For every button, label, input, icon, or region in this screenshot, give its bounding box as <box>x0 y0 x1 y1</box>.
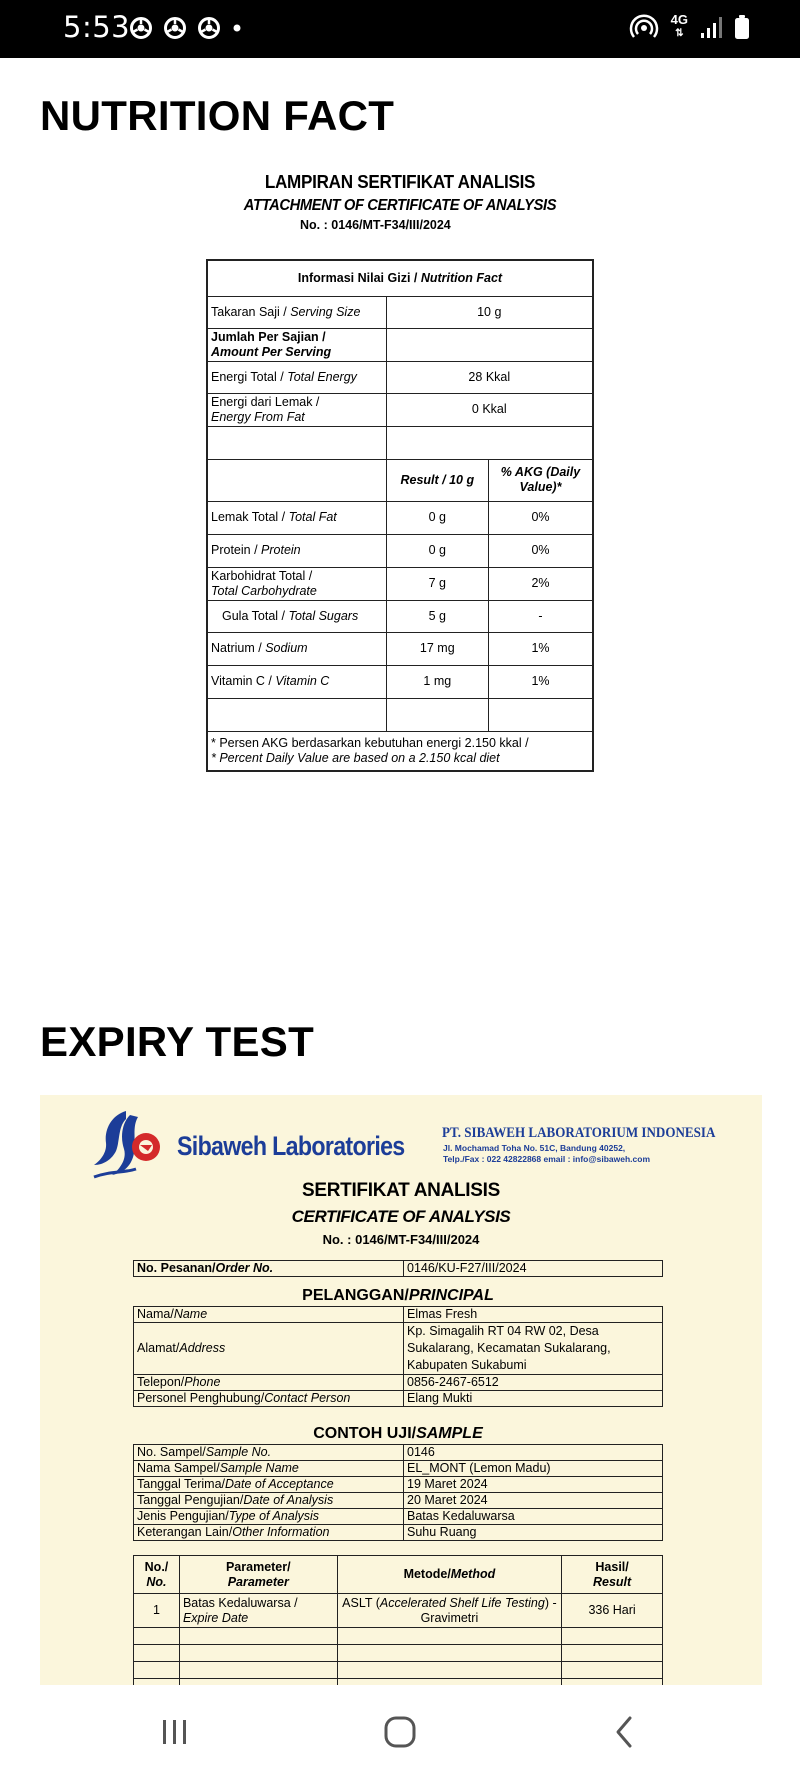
nutrition-heading: NUTRITION FACT <box>40 92 395 139</box>
nutrition-doc-subtitle: ATTACHMENT OF CERTIFICATE OF ANALYSIS <box>243 197 557 214</box>
table-row <box>134 1375 663 1391</box>
row-label: Alamat/Address <box>134 1323 404 1375</box>
row-label: Lemak Total / Total Fat <box>207 501 386 534</box>
table-row <box>134 1679 663 1686</box>
home-button[interactable] <box>375 1710 425 1754</box>
nutrition-footnote: * Persen AKG berdasarkan kebutuhan energi 2.150 kkal / * Percent Daily Value are based on a 2.150 kcal diet <box>207 731 593 771</box>
order-value: 0146/KU-F27/III/2024 <box>404 1261 663 1277</box>
akg-cell: - <box>489 600 593 632</box>
table-row <box>134 1261 663 1277</box>
principal-table <box>133 1306 663 1407</box>
column-header-akg: % AKG (Daily Value)* <box>489 459 593 501</box>
table-row <box>134 1525 663 1541</box>
table-row <box>207 600 593 632</box>
table-row <box>134 1445 663 1461</box>
recent-apps-icon <box>160 1717 190 1747</box>
row-label: Nama/Name <box>134 1307 404 1323</box>
table-row <box>207 361 593 393</box>
sibaweh-logo <box>90 1107 166 1181</box>
row-value: Elang Mukti <box>404 1391 663 1407</box>
sample-table <box>133 1444 663 1541</box>
row-label: Personel Penghubung/Contact Person <box>134 1391 404 1407</box>
table-row <box>207 534 593 567</box>
serving-size-value: 10 g <box>386 296 593 328</box>
table-row <box>207 296 593 328</box>
row-value: Suhu Ruang <box>404 1525 663 1541</box>
company-address: Jl. Mochamad Toha No. 51C, Bandung 40252, <box>443 1143 626 1153</box>
certificate-document <box>40 1095 762 1685</box>
row-label: Vitamin C / Vitamin C <box>207 665 386 698</box>
status-time: 5:53 <box>63 10 131 44</box>
order-table <box>133 1260 663 1277</box>
row-label: Jumlah Per Sajian / Amount Per Serving <box>207 328 386 361</box>
result-cell: 17 mg <box>386 632 488 665</box>
back-icon <box>612 1715 638 1749</box>
table-row <box>134 1391 663 1407</box>
column-header-method: Metode/Method <box>337 1556 562 1594</box>
company-name: PT. SIBAWEH LABORATORIUM INDONESIA <box>442 1125 716 1141</box>
result-cell: 1 mg <box>386 665 488 698</box>
row-label: Nama Sampel/Sample Name <box>134 1461 404 1477</box>
result-cell: 7 g <box>386 567 488 600</box>
chrome-icon <box>198 17 220 39</box>
row-label: Keterangan Lain/Other Information <box>134 1525 404 1541</box>
recent-apps-button[interactable] <box>150 1710 200 1754</box>
column-header-parameter: Parameter/ Parameter <box>179 1556 337 1594</box>
column-header-result: Result / 10 g <box>386 459 488 501</box>
table-row <box>134 1662 663 1679</box>
result-no: 1 <box>134 1594 180 1628</box>
table-row <box>207 260 593 296</box>
table-row <box>134 1628 663 1645</box>
results-table <box>133 1555 663 1685</box>
table-row <box>134 1509 663 1525</box>
dot-icon <box>232 23 242 33</box>
row-value: 19 Maret 2024 <box>404 1477 663 1493</box>
row-value: 0146 <box>404 1445 663 1461</box>
row-label: Tanggal Pengujian/Date of Analysis <box>134 1493 404 1509</box>
akg-cell: 1% <box>489 665 593 698</box>
row-value: Batas Kedaluwarsa <box>404 1509 663 1525</box>
row-label: Takaran Saji / Serving Size <box>207 296 386 328</box>
notification-icons <box>130 17 242 39</box>
row-value: 20 Maret 2024 <box>404 1493 663 1509</box>
nutrition-doc-number: No. : 0146/MT-F34/III/2024 <box>300 218 451 232</box>
row-label: Karbohidrat Total / Total Carbohydrate <box>207 567 386 600</box>
row-label: Tanggal Terima/Date of Acceptance <box>134 1477 404 1493</box>
table-row <box>207 393 593 426</box>
principal-heading: PELANGGAN/PRINCIPAL <box>302 1287 494 1304</box>
company-contact: Telp./Fax : 022 42822868 email : info@sibaweh.com <box>443 1154 651 1164</box>
row-label: Energi dari Lemak / Energy From Fat <box>207 393 386 426</box>
system-icons <box>629 14 750 40</box>
nutrition-table-title: Informasi Nilai Gizi / Nutrition Fact <box>207 260 593 296</box>
row-value: 0856-2467-6512 <box>404 1375 663 1391</box>
table-row <box>134 1477 663 1493</box>
chrome-icon <box>130 17 152 39</box>
total-energy-value: 28 Kkal <box>386 361 593 393</box>
table-row <box>207 698 593 731</box>
row-value: Kp. Simagalih RT 04 RW 02, Desa Sukalarang, Kecamatan Sukalarang, Kabupaten Sukabumi <box>404 1323 663 1375</box>
table-row <box>207 567 593 600</box>
home-icon <box>383 1715 417 1749</box>
table-row <box>207 501 593 534</box>
signal-icon <box>700 15 722 39</box>
row-label: Protein / Protein <box>207 534 386 567</box>
sample-heading: CONTOH UJI/SAMPLE <box>313 1425 483 1442</box>
nutrition-document-header <box>205 172 595 232</box>
network-type: 4G ⇅ <box>670 12 688 39</box>
certificate-number: No. : 0146/MT-F34/III/2024 <box>322 1232 480 1247</box>
table-row <box>134 1307 663 1323</box>
status-bar <box>0 0 800 58</box>
table-row <box>134 1323 663 1375</box>
table-row <box>134 1461 663 1477</box>
navigation-bar <box>0 1686 800 1778</box>
row-label: Telepon/Phone <box>134 1375 404 1391</box>
result-method: ASLT (Accelerated Shelf Life Testing) - Gravimetri <box>337 1594 562 1628</box>
akg-cell: 1% <box>489 632 593 665</box>
akg-cell: 2% <box>489 567 593 600</box>
table-row <box>207 328 593 361</box>
akg-cell: 0% <box>489 501 593 534</box>
order-label: No. Pesanan/Order No. <box>134 1261 404 1277</box>
table-row <box>207 731 593 771</box>
nutrition-doc-title: LAMPIRAN SERTIFIKAT ANALISIS <box>264 172 536 192</box>
column-header-result: Hasil/ Result <box>562 1556 663 1594</box>
result-cell: 0 g <box>386 534 488 567</box>
table-row <box>207 632 593 665</box>
certificate-subtitle: CERTIFICATE OF ANALYSIS <box>291 1207 511 1226</box>
row-label: Natrium / Sodium <box>207 632 386 665</box>
lab-name: Sibaweh Laboratories <box>177 1131 405 1161</box>
table-row <box>207 665 593 698</box>
result-value: 336 Hari <box>562 1594 663 1628</box>
akg-cell: 0% <box>489 534 593 567</box>
result-cell: 5 g <box>386 600 488 632</box>
column-header-no: No./ No. <box>134 1556 180 1594</box>
result-cell: 0 g <box>386 501 488 534</box>
energy-from-fat-value: 0 Kkal <box>386 393 593 426</box>
row-label: Energi Total / Total Energy <box>207 361 386 393</box>
certificate-title: SERTIFIKAT ANALISIS <box>301 1180 501 1201</box>
result-parameter: Batas Kedaluwarsa / Expire Date <box>179 1594 337 1628</box>
row-label: Jenis Pengujian/Type of Analysis <box>134 1509 404 1525</box>
table-row <box>134 1594 663 1628</box>
table-row <box>207 426 593 459</box>
nutrition-table <box>206 259 594 772</box>
table-row <box>134 1556 663 1594</box>
hotspot-icon <box>629 14 659 40</box>
expiry-heading: EXPIRY TEST <box>40 1018 315 1065</box>
table-row <box>134 1645 663 1662</box>
row-label: No. Sampel/Sample No. <box>134 1445 404 1461</box>
row-label: Gula Total / Total Sugars <box>207 600 386 632</box>
row-value: EL_MONT (Lemon Madu) <box>404 1461 663 1477</box>
battery-icon <box>734 14 750 40</box>
table-row <box>134 1493 663 1509</box>
row-value: Elmas Fresh <box>404 1307 663 1323</box>
back-button[interactable] <box>600 1710 650 1754</box>
table-row <box>207 459 593 501</box>
chrome-icon <box>164 17 186 39</box>
